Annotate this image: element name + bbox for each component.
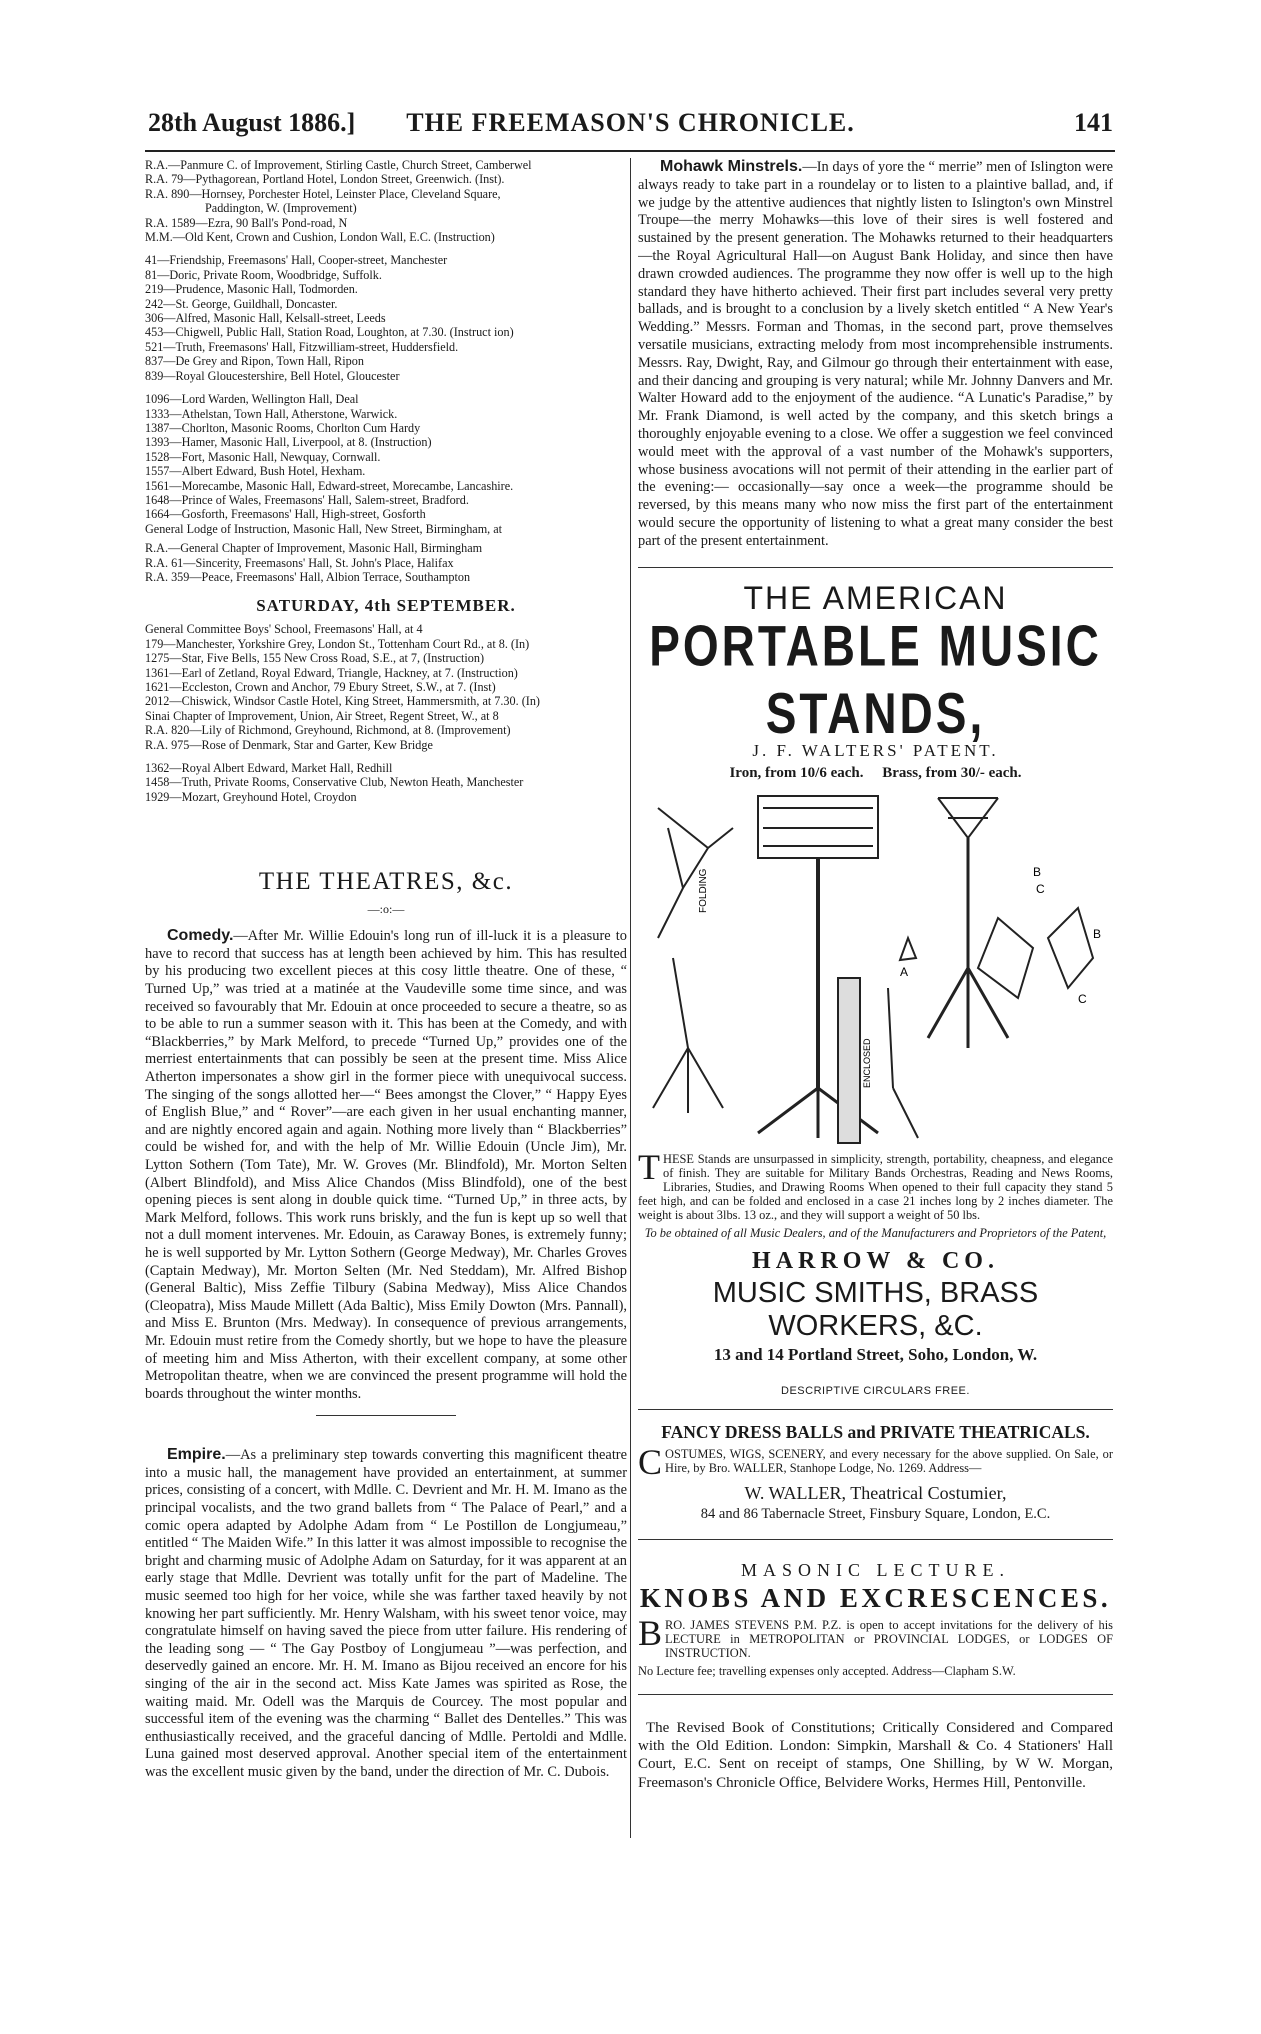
header-rule	[145, 150, 1115, 152]
ad-prices: Iron, from 10/6 each. Brass, from 30/- each.	[729, 764, 1022, 781]
fancy-dress-ad	[638, 1422, 1113, 1523]
ad-trade: MUSIC SMITHS, BRASS WORKERS, &C.	[712, 1276, 1039, 1342]
lodge-entry: Paddington, W. (Improvement)	[205, 201, 357, 216]
lodge-entry: 1929—Mozart, Greyhound Hotel, Croydon	[145, 789, 357, 804]
lodge-entry: R.A.—General Chapter of Improvement, Masonic Hall, Birmingham	[145, 541, 483, 556]
page-number: 141	[1074, 108, 1113, 137]
lecture-line1: MASONIC LECTURE.	[740, 1559, 1010, 1580]
lodge-list-mid	[145, 253, 627, 383]
lodge-entry: 1621—Eccleston, Crown and Anchor, 79 Ebury Street, S.W., at 7. (Inst)	[145, 680, 496, 694]
lecture-note: No Lecture fee; travelling expenses only accepted. Address—Clapham S.W.	[638, 1663, 1016, 1678]
ad-line-american: THE AMERICAN	[743, 579, 1008, 616]
theatres-heading: THE THEATRES, &c.	[258, 868, 514, 896]
lodge-entry: 521—Truth, Freemasons' Hall, Fitzwilliam-street, Huddersfield.	[145, 339, 459, 354]
lodge-list-low	[145, 392, 627, 584]
lodge-entry: 219—Prudence, Masonic Hall, Todmorden.	[145, 282, 358, 297]
lodge-entry: R.A. 1589—Ezra, 90 Ball's Pond-road, N	[145, 215, 348, 230]
lecture-ad	[638, 1560, 1113, 1678]
comedy-lead: Comedy.	[167, 927, 234, 945]
empire-article	[145, 1446, 627, 1781]
ad-firm: HARROW & CO.	[752, 1247, 999, 1274]
lodge-entry: 41—Friendship, Freemasons' Hall, Cooper-street, Manchester	[145, 253, 448, 268]
empire-lead: Empire.	[167, 1446, 226, 1464]
newspaper-title: THE FREEMASON'S CHRONICLE.	[406, 108, 855, 137]
lodge-entry: 2012—Chiswick, Windsor Castle Hotel, King Street, Hammersmith, at 7.30. (In)	[145, 694, 540, 709]
lodge-entry: 1361—Earl of Zetland, Royal Edward, Triangle, Hackney, at 7. (Instruction)	[145, 665, 518, 680]
mohawk-article	[638, 158, 1113, 551]
lodge-entry: 1393—Hamer, Masonic Hall, Liverpool, at 8. (Instruction)	[145, 435, 432, 450]
right-column	[638, 158, 1113, 1858]
stands-description: THESE Stands are unsurpassed in simplicity, strength, portability, cheapness, and elegance of finish. They are suitable for Military Bands Orchestras, Reading and News Rooms, Libraries, Studies, and Drawing Rooms When opened to their full capacity they stand 5 feet high, and can be folded and enclosed in a case 21 inches long by 2 inches diameter. The weight is about 3lbs. 13 oz., and they will support a weight of 50 lbs.	[638, 1146, 1113, 1222]
lodge-entry: R.A. 61—Sincerity, Freemasons' Hall, St. John's Place, Halifax	[145, 555, 454, 570]
lodge-entry: 1333—Athelstan, Town Hall, Atherstone, Warwick.	[145, 406, 398, 421]
fig-label-c: C	[1036, 881, 1045, 896]
lecture-text: BRO. JAMES STEVENS P.M. P.Z. is open to accept invitations for the delivery of his LECTURE in METROPOLITAN or PROVINCIAL LODGES, or LODGES OF INSTRUCTION.	[638, 1612, 1113, 1660]
lodge-entry: M.M.—Old Kent, Crown and Cushion, London Wall, E.C. (Instruction)	[145, 230, 495, 245]
lodge-list-saturday	[145, 622, 627, 752]
lodge-entry: R.A. 359—Peace, Freemasons' Hall, Albion Terrace, Southampton	[145, 569, 471, 584]
drop-cap: B	[638, 1612, 663, 1653]
lodge-entry: 839—Royal Gloucestershire, Bell Hotel, Gloucester	[145, 368, 400, 383]
ad-rule	[638, 1539, 1113, 1540]
left-column	[145, 158, 627, 1858]
lodge-entry: 81—Doric, Private Room, Woodbridge, Suffolk.	[145, 267, 382, 282]
lodge-entry: 1528—Fort, Masonic Hall, Newquay, Cornwall.	[145, 449, 381, 464]
ad-address: 13 and 14 Portland Street, Soho, London, W.	[713, 1344, 1038, 1364]
section-separator: —:o:—	[367, 902, 405, 917]
music-stands-ad	[638, 580, 1113, 1397]
fig-label-enclosed: ENCLOSED	[862, 1038, 872, 1088]
saturday-heading: SATURDAY, 4th SEPTEMBER.	[256, 596, 516, 616]
lodge-entry: 242—St. George, Guildhall, Doncaster.	[145, 296, 338, 311]
ad-line-portable: PORTABLE MUSIC STANDS,	[649, 612, 1102, 745]
lodge-entry: R.A. 975—Rose of Denmark, Star and Garter, Kew Bridge	[145, 737, 433, 752]
mohawk-lead: Mohawk Minstrels.	[660, 158, 803, 175]
ad-rule	[638, 1409, 1113, 1410]
empire-text: —As a preliminary step towards converting this magnificent theatre into a music hall, the management have provided an entertainment, at summer prices, consisting of a concert, with Mdlle. C. Devrient and Mr. H. M. Imano as the principal vocalists, and the two grand ballets from “ The Palace of Pearl,” and a comic opera adapted by Adolphe Adam from “ Le Postillon de Longjumeau,” entitled “ The Maiden Wife.” In this latter it was almost impossible to recognise the bright and charming music of Adolphe Adam on Saturday, for it was apparent at an early stage that Mdlle. Devrient was totally unfit for the part of Madeline. The music seemed too high for her voice, while she was farther taxed heavily by not knowing her part sufficiently. Mr. Henry Walsham, with his sweet tenor voice, may congratulate himself on having saved the piece from utter failure. His rendering of the leading song — “ The Gay Postboy of Longjumeau ”—was perfection, and deservedly gained an encore. Mr. H. M. Imano as Bijou received an encore for his singing of the air in the second act. Miss Kate James was spirited as Rose, the waiting maid. Mr. Odell was the Marquis de Courcey. The most popular and successful item of the evening was the charming “ Ballet des Dentelles.” This was enthusiastically received, and the graceful dancing of Mdlle. Pertoldi and Mdlle. Luna gained most deserved approval. Another special item of the entertainment was the excellent music given by the band, under the direction of Mr. C. Dubois.	[145, 1447, 627, 1780]
lodge-entry: 1664—Gosforth, Freemasons' Hall, High-street, Gosforth	[145, 507, 426, 522]
music-stands-illustration	[638, 788, 1113, 1148]
lodge-entry: 1561—Morecambe, Masonic Hall, Edward-street, Morecambe, Lancashire.	[145, 478, 514, 493]
ad-rule	[638, 1694, 1113, 1695]
fancy-text: COSTUMES, WIGS, SCENERY, and every necessary for the above supplied. On Sale, or Hire, by Bro. WALLER, Stanhope Lodge, No. 1269. Address—	[638, 1441, 1113, 1482]
stands-obtain: To be obtained of all Music Dealers, and of the Manufacturers and Proprietors of the Patent,	[644, 1225, 1107, 1240]
lodge-entry: 179—Manchester, Yorkshire Grey, London St., Tottenham Court Rd., at 8. (In)	[145, 636, 530, 651]
column-divider	[630, 158, 631, 1838]
drop-cap: T	[638, 1146, 660, 1187]
lodge-entry: 1387—Chorlton, Masonic Rooms, Chorlton Cum Hardy	[145, 420, 421, 435]
fig-label-folding: FOLDING	[698, 868, 709, 913]
ad-patent: J. F. WALTERS' PATENT.	[752, 740, 999, 760]
lodge-entry: General Committee Boys' School, Freemasons' Hall, at 4	[145, 622, 423, 637]
revised-book-ad: The Revised Book of Constitutions; Critically Considered and Compared with the Old Edition. London: Simpkin, Marshall & Co. 4 Stationers' Hall Court, E.C. Sent on receipt of stamps, One Shilling, by W W. Morgan, Freemason's Chronicle Office, Belvidere Works, Hermes Hill, Pentonville.	[638, 1719, 1113, 1791]
lodge-list-saturday-2	[145, 761, 627, 804]
lecture-line2: KNOBS AND EXCRESCENCES.	[639, 1582, 1112, 1613]
article-rule	[316, 1415, 456, 1416]
waller-name: W. WALLER, Theatrical Costumier,	[744, 1482, 1007, 1503]
fancy-heading: FANCY DRESS BALLS and PRIVATE THEATRICALS.	[661, 1421, 1090, 1442]
lodge-entry: 1458—Truth, Private Rooms, Conservative Club, Newton Heath, Manchester	[145, 775, 524, 790]
ad-circulars: DESCRIPTIVE CIRCULARS FREE.	[781, 1384, 970, 1397]
fig-label-a: A	[900, 964, 909, 979]
lodge-entry: R.A.—Panmure C. of Improvement, Stirling Castle, Church Street, Camberwel	[145, 158, 532, 172]
lodge-entry: 1362—Royal Albert Edward, Market Hall, Redhill	[145, 761, 393, 776]
fig-label-b: B	[1033, 864, 1042, 879]
comedy-text: —After Mr. Willie Edouin's long run of ill-luck it is a pleasure to have to record that success has at length been achieved by him. This has resulted by his producing two excellent pieces at this cosy little theatre. One of these, “ Turned Up,” was tried at a matinée at the Vaudeville some time since, and was received so favourably that Mr. Edouin at once proceeded to secure a theatre, so as to be able to run a summer season with it. This has been at the Comedy, and with “Blackberries,” by Mark Melford, to precede “Turned Up,” provides one of the merriest entertainments that can possibly be seen at the present time. Miss Alice Atherton impersonates a show girl in the former piece with unequivocal success. The singing of the songs allotted her—“ Bees amongst the Clover,” “ Happy Eyes of English Blue,” and “ Rover”—are each given in her usual enchanting manner, and are nightly encored again and again. Nothing more lively than “ Blackberries” could be wished for, and with the help of Mr. Willie Edouin (Uncle Jim), Mr. Lytton Sothern (Tom Tate), Mr. W. Groves (Mr. Blindfold), Mr. Morton Selten (Albert Blindfold), and Miss Alice Chandos (Miss Blindfold), one of the best opening pieces is sent along in double quick time. “Turned Up,” in three acts, by Mark Melford, follows. This work runs briskly, and the fun is kept up so well that not a dull moment intervenes. Mr. Edouin, as Caraway Bones, is extremely funny; he is well supported by Mr. Lytton Sothern (George Medway), Mr. Charles Groves (Captain Medway), Mr. Morton Selten (Mr. Ned Steddam), Mr. Alfred Bishop (General Baltic), Miss Zeffie Tilbury (Sabina Medway), Miss Alice Chandos (Cleopatra), Miss Maude Millett (Ada Baltic), Miss Emily Dowton (Mrs. Pannall), and Miss E. Brunton (Mrs. Medway). In consequence of previous arrangements, Mr. Edouin must retire from the Comedy shortly, but we hope to have the pleasure of meeting him and Miss Atherton, with their excellent company, at some other Metropolitan theatre, when we are convinced the present programme will hold the boards throughout the winter months.	[145, 928, 627, 1402]
lodge-entry: 837—De Grey and Ripon, Town Hall, Ripon	[145, 354, 364, 369]
fig-label-b2: B	[1093, 926, 1102, 941]
lodge-entry: 1648—Prince of Wales, Freemasons' Hall, Salem-street, Bradford.	[145, 492, 469, 507]
drop-cap: C	[638, 1441, 663, 1482]
lodge-entry: 306—Alfred, Masonic Hall, Kelsall-street, Leeds	[145, 311, 386, 326]
ad-rule	[638, 567, 1113, 568]
comedy-article	[145, 927, 627, 1403]
mohawk-text: —In days of yore the “ merrie” men of Islington were always ready to take part in a roundelay or to listen to a plaintive ballad, and, if we judge by the attentive audiences that nightly listen to Islington's own Minstrel Troupe—the merry Mohawks—this love of their sires is well fostered and sustained by the present generation. The Mohawks returned to their headquarters —the Royal Agricultural Hall—on August Bank Holiday, and since then have drawn crowded audiences. The programme they now offer is well up to the high standard they have hitherto achieved. Their first part includes several very pretty ballads, and is brought to a conclusion by a lively sketch entitled “ A New Year's Wedding.” Messrs. Forman and Thomas, in the second part, prove themselves versatile musicians, extracting melody from most incomprehensible instruments. Messrs. Ray, Dwight, Ray, and Gilmour go through their entertainment with ease, and their dancing and grouping is very natural; while Mr. Johnny Danvers and Mr. Walter Howard add to the enjoyment of the audience. “A Lunatic's Paradise,” by Mr. Frank Diamond, is well acted by the company, and this sketch brings a thoroughly enjoyable evening to a close. We offer a suggestion we feel convinced would meet with the approval of a vast number of the Mohawk's supporters, whose business avocations will not permit of their attending in the earlier part of the evening:— occasionally—say once a week—the programme should be reversed, by this means many who now miss the first part of the entertainment would secure the opportunity of listening to what a great many consider the best part of the present entertainment.	[638, 159, 1113, 549]
lodge-entry: 1275—Star, Five Bells, 155 New Cross Road, S.E., at 7, (Instruction)	[145, 651, 485, 666]
page-header	[148, 108, 1113, 148]
lodge-entry: 1557—Albert Edward, Bush Hotel, Hexham.	[145, 464, 366, 479]
lodge-list-top	[145, 158, 627, 244]
lodge-entry: 1096—Lord Warden, Wellington Hall, Deal	[145, 392, 359, 407]
fig-label-c2: C	[1078, 991, 1087, 1006]
lodge-entry: General Lodge of Instruction, Masonic Hall, New Street, Birmingham, at	[145, 521, 503, 536]
lodge-entry: R.A. 890—Hornsey, Porchester Hotel, Leinster Place, Cleveland Square,	[145, 186, 501, 201]
lodge-entry: R.A. 820—Lily of Richmond, Greyhound, Richmond, at 8. (Improvement)	[145, 723, 511, 738]
lodge-entry: 453—Chigwell, Public Hall, Station Road, Loughton, at 7.30. (Instruct ion)	[145, 325, 514, 340]
waller-address: 84 and 86 Tabernacle Street, Finsbury Square, London, E.C.	[700, 1505, 1051, 1522]
lodge-entry: R.A. 79—Pythagorean, Portland Hotel, London Street, Greenwich. (Inst).	[145, 172, 505, 187]
issue-date: 28th August 1886.]	[148, 108, 356, 137]
lodge-entry: Sinai Chapter of Improvement, Union, Air Street, Regent Street, W., at 8	[145, 708, 499, 723]
